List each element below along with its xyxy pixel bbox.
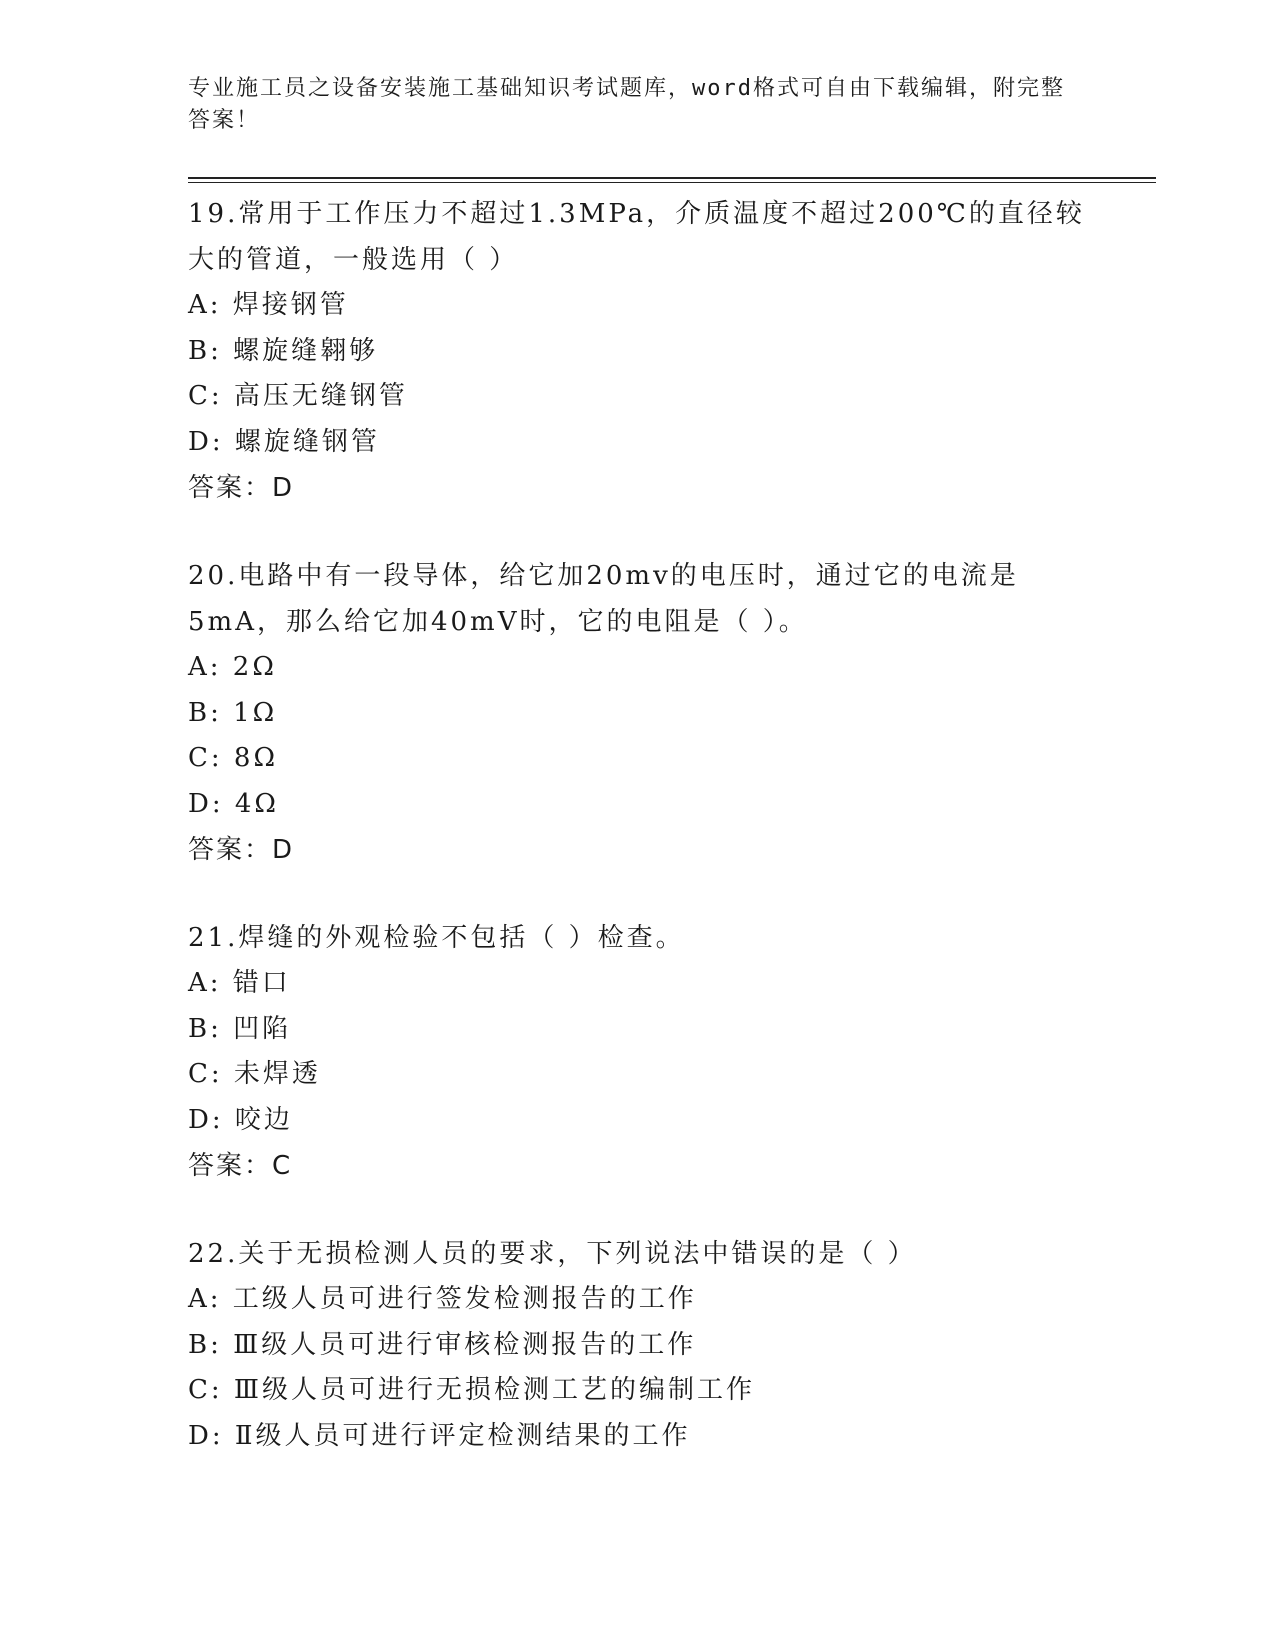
question-20 [188,553,1088,873]
header-divider [188,177,1156,179]
option-b: B: Ⅲ级人员可进行审核检测报告的工作 [188,1329,697,1360]
option-a: A: 焊接钢管 [188,290,349,320]
option-b: B: 凹陷 [188,1013,292,1044]
question-stem: 20.电路中有一段导体，给它加20mv的电压时，通过它的电流是5mA，那么给它加40mV时，它的电阻是（ ）。 [188,561,1019,637]
option-c: C: 8Ω [188,743,279,773]
question-stem: 19.常用于工作压力不超过1.3MPa，介质温度不超过200℃的直径较大的管道，一般选用（ ） [188,199,1085,275]
question-22 [188,1231,1088,1459]
option-d: D: Ⅱ级人员可进行评定检测结果的工作 [188,1420,691,1451]
document-header: 专业施工员之设备安装施工基础知识考试题库，word格式可自由下载编辑，附完整答案！ [188,76,1065,133]
question-stem: 22.关于无损检测人员的要求，下列说法中错误的是（ ） [188,1239,917,1269]
question-21 [188,915,1088,1189]
answer: 答案：D [188,473,295,503]
option-a: A: 错口 [188,968,291,998]
option-b: B: 1Ω [188,697,278,728]
answer: 答案：D [188,835,295,865]
answer: 答案：C [188,1151,293,1181]
option-a: A: 工级人员可进行签发检测报告的工作 [188,1284,697,1314]
option-c: C: 高压无缝钢管 [188,381,408,411]
option-c: C: 未焊透 [188,1059,321,1089]
option-b: B: 螺旋缝翱够 [188,335,379,366]
option-d: D: 螺旋缝钢管 [188,426,380,457]
option-d: D: 咬边 [188,1104,293,1135]
header-divider-thin [188,182,1156,183]
question-19 [188,191,1088,511]
option-a: A: 2Ω [188,652,277,682]
question-stem: 21.焊缝的外观检验不包括（ ）检查。 [188,923,685,953]
question-list [188,191,1088,1501]
option-c: C: Ⅲ级人员可进行无损检测工艺的编制工作 [188,1375,755,1405]
option-d: D: 4Ω [188,788,279,819]
